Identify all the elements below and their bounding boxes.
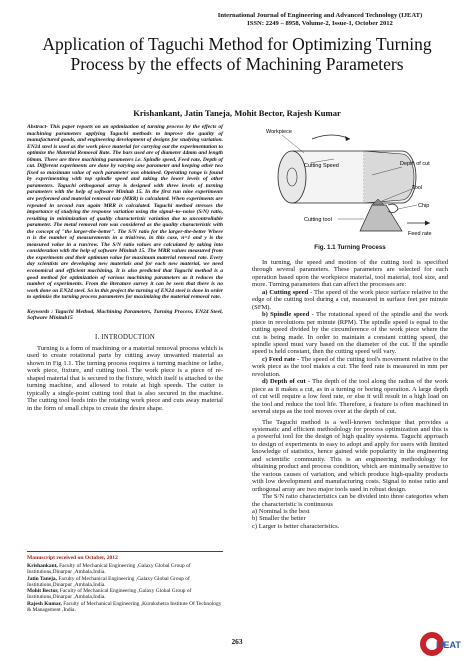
author-list: Krishankant, Jatin Taneja, Mohit Bector, Rajesh Kumar <box>133 108 341 118</box>
right-column <box>252 123 448 530</box>
parameter-item <box>252 378 448 415</box>
label-workpiece: Workpiece <box>266 129 292 135</box>
footnote-author <box>27 563 223 576</box>
parameter-item <box>252 289 448 311</box>
turning-diagram <box>252 123 448 241</box>
machined-region <box>364 151 414 203</box>
parameter-label: b) Spindle speed <box>262 311 310 319</box>
rotation-arrow <box>312 135 350 139</box>
parameter-label: c) Feed rate <box>262 355 296 363</box>
label-tool: Tool <box>412 185 423 191</box>
abstract-label: Abstract- <box>27 124 48 130</box>
footnote-affiliation: Faculty of Mechanical Engineering ,Kurukshetra Institute Of Technology & Management ,India. <box>27 600 222 614</box>
footnote-affiliation: Faculty of Mechanical Engineering ,Galaxy Global Group of Institutions,Dinarpur ,Ambala,India. <box>27 588 192 601</box>
leader-line <box>282 135 304 153</box>
journal-name: International Journal of Engineering and Advanced Technology (IJEAT) <box>217 12 423 19</box>
journal-logo <box>418 624 464 662</box>
footnote-author <box>27 576 223 589</box>
label-chip: Chip <box>418 203 430 209</box>
parameter-text: - The depth of the tool along the radius of the work piece as it makes a cut, as in a turning or boring operation. A large depth of cut will require a low feed rate, or else it will result in a high load on the tool and reduce the tool life. Therefore, a feature is often machined in several steps as the tool moves over at the depth of cut. <box>252 378 448 416</box>
logo-text: IJEAT <box>436 640 461 650</box>
parameter-label: d) Depth of cut <box>262 378 306 386</box>
parameter-item <box>252 311 448 356</box>
sn-category-item: c) Larger is better characteristics. <box>252 522 340 530</box>
turning-process-figure <box>252 123 448 243</box>
label-cutting-speed: Cutting Speed <box>304 163 339 169</box>
sn-category-item: b) Smaller the better <box>252 515 306 523</box>
leader-line <box>398 205 417 209</box>
parameter-item <box>252 356 448 378</box>
journal-header <box>190 12 450 28</box>
parameter-label: a) Cutting speed <box>262 288 309 296</box>
keywords <box>27 309 223 322</box>
keywords-label: Keywords : <box>27 308 54 315</box>
parameter-text: - The speed of the cutting tool's movement relative to the work piece as the tool makes a cut. The feed rate is measured in mm per revolution. <box>252 355 448 378</box>
footnote-affiliation: Faculty of Mechanical Engineering ,Galaxy Global Group of Institutions,Dinarpur ,Ambala,India. <box>27 575 190 588</box>
parameter-text: - The speed of the work piece surface relative to the edge of the cutting tool during a cut, measured in surface feet per minute (SFM). <box>252 288 448 311</box>
cutting-tool-shape <box>360 205 402 231</box>
introduction-paragraph: Turning is a form of machining or a material removal process which is used to create rotational parts by cutting away unwanted material as shown in Fig 1.1. The turning process requires a turning machine or lathe, work piece, fixture, and cutting tool. The work piece is a piece of re-shaped material that is secured to the fixture, which itself is attached to the turning machine, and allowed to rotate at high speeds. The cutter is typically a single-point cutting tool that is also secured in the machine. The cutting tool feeds into the rotating work piece and cuts away material in the form of small chips to create the desire shape. <box>27 344 223 412</box>
manuscript-received: Manuscript received on October, 2012 <box>27 555 118 561</box>
label-depth-of-cut: Depth of cut <box>400 161 430 167</box>
abstract <box>27 124 223 301</box>
workpiece-end <box>278 151 306 203</box>
sn-ratio-paragraph: The S/N ratio characteristics can be divided into three categories when the characteristic is continuous <box>252 493 448 508</box>
label-feed-rate: Feed rate <box>408 231 432 237</box>
turning-parameters-intro: In turning, the speed and motion of the cutting tool is specified through several parameters. These parameters are selected for each operation based upon the workpiece material, tool material, tool size, and more. Turning parameters that can affect the processes are: <box>252 259 448 289</box>
footnote-author-name: Mohit Bector, <box>27 588 59 595</box>
footnote-author <box>27 588 223 601</box>
sn-category-item: a) Nominal is the best <box>252 507 310 515</box>
parameter-text: - The rotational speed of the spindle and the work piece in revolutions per minute (RPM). The spindle speed is equal to the cutting speed divided by the circumference of the work piece where the cut is being made. In order to maintain a constant cutting speed, the spindle speed must vary based on the diameter of the cut. If the spindle speed is held constant, then the cutting speed will vary. <box>252 311 448 356</box>
footnote-affiliation: Faculty of Mechanical Engineering ,Galaxy Global Group of Institutions,Dinarpur ,Ambala,India. <box>27 563 191 576</box>
label-cutting-tool: Cutting tool <box>304 217 332 223</box>
keywords-text: Taguchi Method, Machining Parameters, Turning Process, EN24 Steel, Software Minitab15 <box>27 308 224 322</box>
taguchi-paragraph: The Taguchi method is a well-known technique that provides a systematic and efficient methodology for process optimization and this is a powerful tool for the design of high quality systems. Taguchi approach to design of experiments in easy to adopt and apply for users with limited knowledge of statistics, hence gained wide popularity in the engineering and scientific community. This is an engineering methodology for obtaining product and process condition, which are minimally sensitive to the various causes of variation, and which produce high-quality products with low development and manufacturing costs. Signal to noise ratio and orthogonal array are two major tools used in robust design. <box>252 418 448 493</box>
section-heading-introduction: I. INTRODUCTION <box>94 333 155 341</box>
footnote-author-name: Jatin Taneja, <box>27 575 57 582</box>
left-column <box>27 124 223 412</box>
journal-issn: ISSN: 2249 – 8958, Volume-2, Issue-1, October 2012 <box>247 20 393 27</box>
footnotes <box>27 551 223 613</box>
paper-title: Application of Taguchi Method for Optimizing Turning Process by the effects of Machining Parameters <box>42 34 432 74</box>
footnote-author-name: Rajesh Kumar, <box>27 600 62 607</box>
footnote-author <box>27 601 223 614</box>
page-number: 263 <box>231 637 243 646</box>
abstract-text: This paper reports on an optimization of turning process by the effects of machining parameters applying Taguchi methods to improve the quality of manufactured goods, and engineering development of designs for studying variation. EN24 steel is used as the work piece material for carrying out the experimentation to optimize the Material Removal Rate. The bars used are of diameter 44mm and length 60mm. There are three machining parameters i.e. Spindle speed, Feed rate, Depth of cut. Different experiments are done by varying one parameter and keeping other two fixed so maximum value of each parameter was obtained. Operating range is found by experimenting with top spindle speed and taking the lower levels of other parameters. Taguchi orthogonal array is designed with three levels of turning parameters with the help of software Minitab 15. In the first run nine experiments are performed and material removal rate (MRR) is calculated. When experiments are repeated in second run again MRR is calculated. Taguchi method stresses the importance of studying the response variation using the signal–to–noise (S/N) ratio, resulting in minimization of quality characteristic variation due to uncontrollable parameter. The metal removal rate was considered as the quality characteristic with the concept of "the larger-the-better". The S/N ratio for the larger-the-better Where n is the number of measurements in a trial/row, in this case, n=1 and y is the measured value in a run/row. The S/N ratio values are calculated by taking into consideration with the help of software Minitab 15. The MRR values measured from the experiments and their optimum value for maximum material removal rate. Every day scientists are developing new materials and for each new material, we need economical and efficient machining. It is also predicted that Taguchi method is a good method for optimization of various machining parameters as it reduces the number of experiments. From the literature survey it can be seen that there is no work done on EN24 steel. So in this project the turning of EN24 steel is done in order to optimize the turning process parameters for maximizing the material removal rate. <box>27 124 223 301</box>
feed-arrowhead <box>425 221 430 226</box>
footnote-author-name: Krishankant, <box>27 563 58 569</box>
figure-caption: Fig. 1.1 Turning Process <box>314 244 386 251</box>
